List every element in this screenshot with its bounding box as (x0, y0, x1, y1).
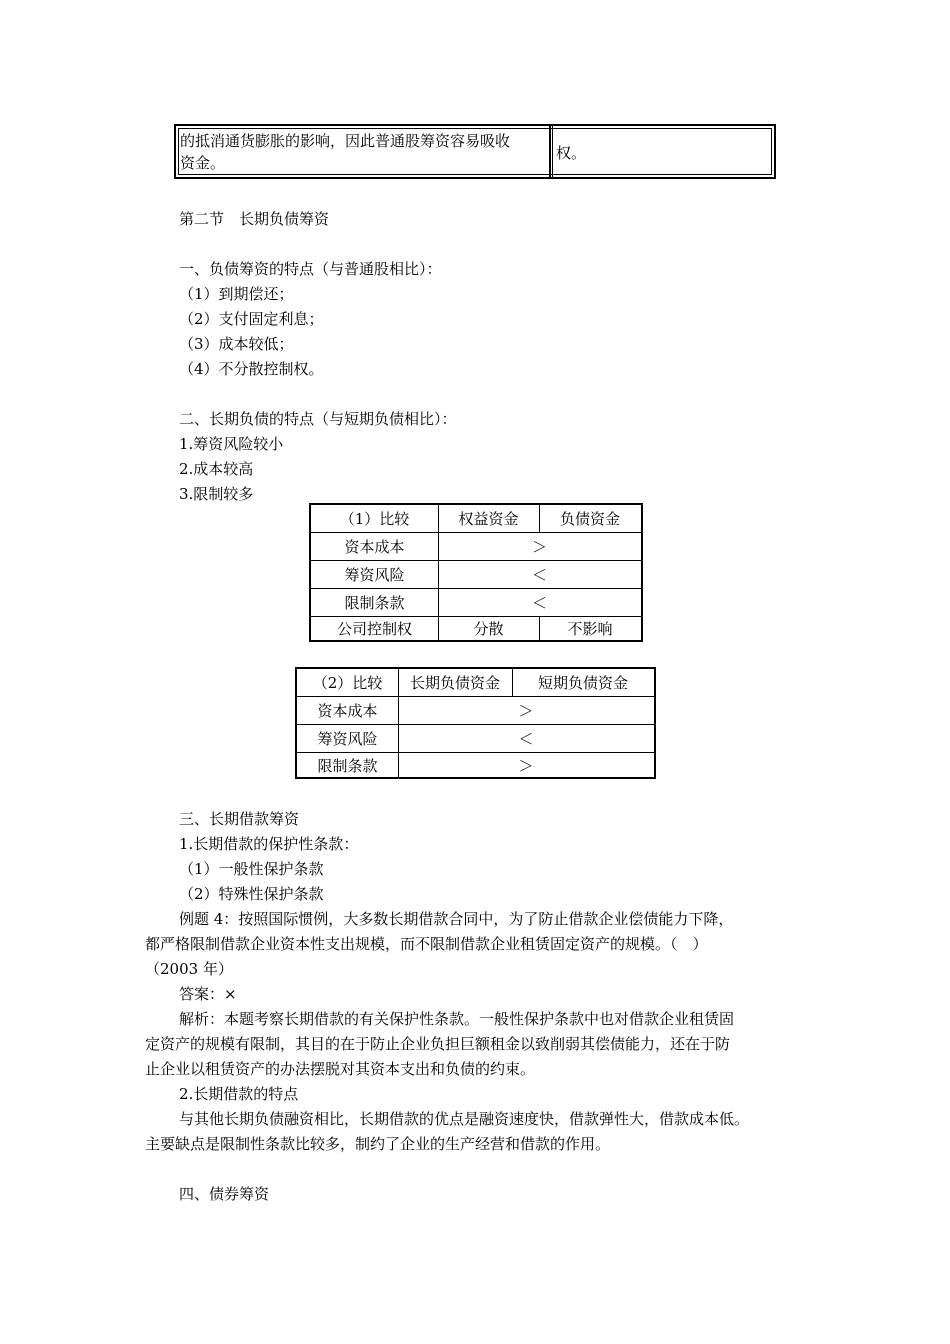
part1-item-3: （3）成本较低； (179, 335, 294, 353)
continuation-left-line2: 资金。 (180, 154, 226, 172)
analysis-line-3: 止企业以租赁资产的办法摆脱对其资本支出和负债的约束。 (145, 1060, 536, 1078)
table1-last-row (311, 617, 641, 640)
part1-item-4: （4）不分散控制权。 (179, 360, 324, 378)
table2-row-value: ＜ (518, 730, 534, 748)
part2-heading: 二、长期负债的特点（与短期负债相比）： (179, 410, 457, 428)
long-vs-short-term-table (295, 667, 656, 779)
table2-row-value: ＞ (518, 756, 534, 775)
table2-row-label: 筹资风险 (317, 730, 378, 748)
table1-row (311, 589, 641, 617)
part1-item-2: （2）支付固定利息； (179, 310, 324, 328)
table2-row-label: 资本成本 (317, 702, 378, 720)
table1-row-label: 限制条款 (344, 594, 405, 612)
table1-row-value: ＜ (531, 594, 547, 612)
table1-header-label: （1）比较 (339, 510, 410, 528)
part2-item-2: 2.成本较高 (179, 460, 254, 478)
table1-row-label: 资本成本 (344, 538, 405, 556)
continuation-left-cell (180, 130, 510, 174)
analysis-line-1: 解析：本题考察长期借款的有关保护性条款。一般性保护条款中也对借款企业租赁固 (179, 1010, 735, 1028)
table1-control-debt: 不影响 (567, 620, 613, 638)
part3-sub1-item-2: （2）特殊性保护条款 (179, 885, 324, 903)
table2-header-row (297, 669, 654, 697)
part3-sub2: 2.长期借款的特点 (179, 1085, 299, 1103)
table2-row (297, 697, 654, 725)
part3-heading: 三、长期借款筹资 (179, 810, 300, 828)
table1-header-debt: 负债资金 (559, 510, 620, 528)
feature-line-1: 与其他长期负债融资相比，长期借款的优点是融资速度快，借款弹性大，借款成本低。 (179, 1110, 750, 1128)
section-title: 第二节 长期负债筹资 (179, 210, 330, 228)
table1-row (311, 533, 641, 561)
part1-heading: 一、负债筹资的特点（与普通股相比）： (179, 260, 442, 278)
table2-row (297, 753, 654, 777)
feature-line-2: 主要缺点是限制性条款比较多，制约了企业的生产经营和借款的作用。 (145, 1135, 611, 1153)
table2-row-value: ＞ (518, 702, 534, 720)
table1-header-equity: 权益资金 (458, 510, 519, 528)
table1-control-label: 公司控制权 (336, 620, 412, 638)
table2-header-label: （2）比较 (312, 674, 383, 692)
table1-row (311, 561, 641, 589)
part3-sub1: 1.长期借款的保护性条款： (179, 835, 359, 853)
continuation-right-cell: 权。 (556, 144, 587, 162)
equity-vs-debt-table (309, 503, 643, 642)
table1-row-value: ＞ (531, 538, 547, 556)
table1-control-equity: 分散 (473, 620, 504, 638)
table2-row-label: 限制条款 (317, 756, 378, 775)
part1-item-1: （1）到期偿还； (179, 285, 294, 303)
table2-header-short: 短期负债资金 (537, 674, 628, 692)
table2-header-long: 长期负债资金 (409, 674, 500, 692)
table-divider (549, 126, 553, 177)
table1-header-row (311, 505, 641, 533)
table1-row-value: ＜ (531, 566, 547, 584)
part4-heading: 四、债券筹资 (179, 1185, 270, 1203)
continuation-table (174, 124, 776, 179)
part2-item-1: 1.筹资风险较小 (179, 435, 284, 453)
part2-item-3: 3.限制较多 (179, 485, 254, 503)
analysis-line-2: 定资产的规模有限制，其目的在于防止企业负担巨额租金以致削弱其偿债能力，还在于防 (145, 1035, 731, 1053)
table2-row (297, 725, 654, 753)
continuation-left-line1: 的抵消通货膨胀的影响，因此普通股筹资容易吸收 (180, 132, 511, 150)
example-line-3: （2003 年） (145, 960, 233, 978)
table1-row-label: 筹资风险 (344, 566, 405, 584)
example-line-1: 例题 4：按照国际惯例，大多数长期借款合同中，为了防止借款企业偿债能力下降， (179, 910, 734, 928)
example-line-2: 都严格限制借款企业资本性支出规模，而不限制借款企业租赁固定资产的规模。（ ） (145, 935, 708, 953)
answer: 答案：× (179, 985, 237, 1003)
part3-sub1-item-1: （1）一般性保护条款 (179, 860, 324, 878)
